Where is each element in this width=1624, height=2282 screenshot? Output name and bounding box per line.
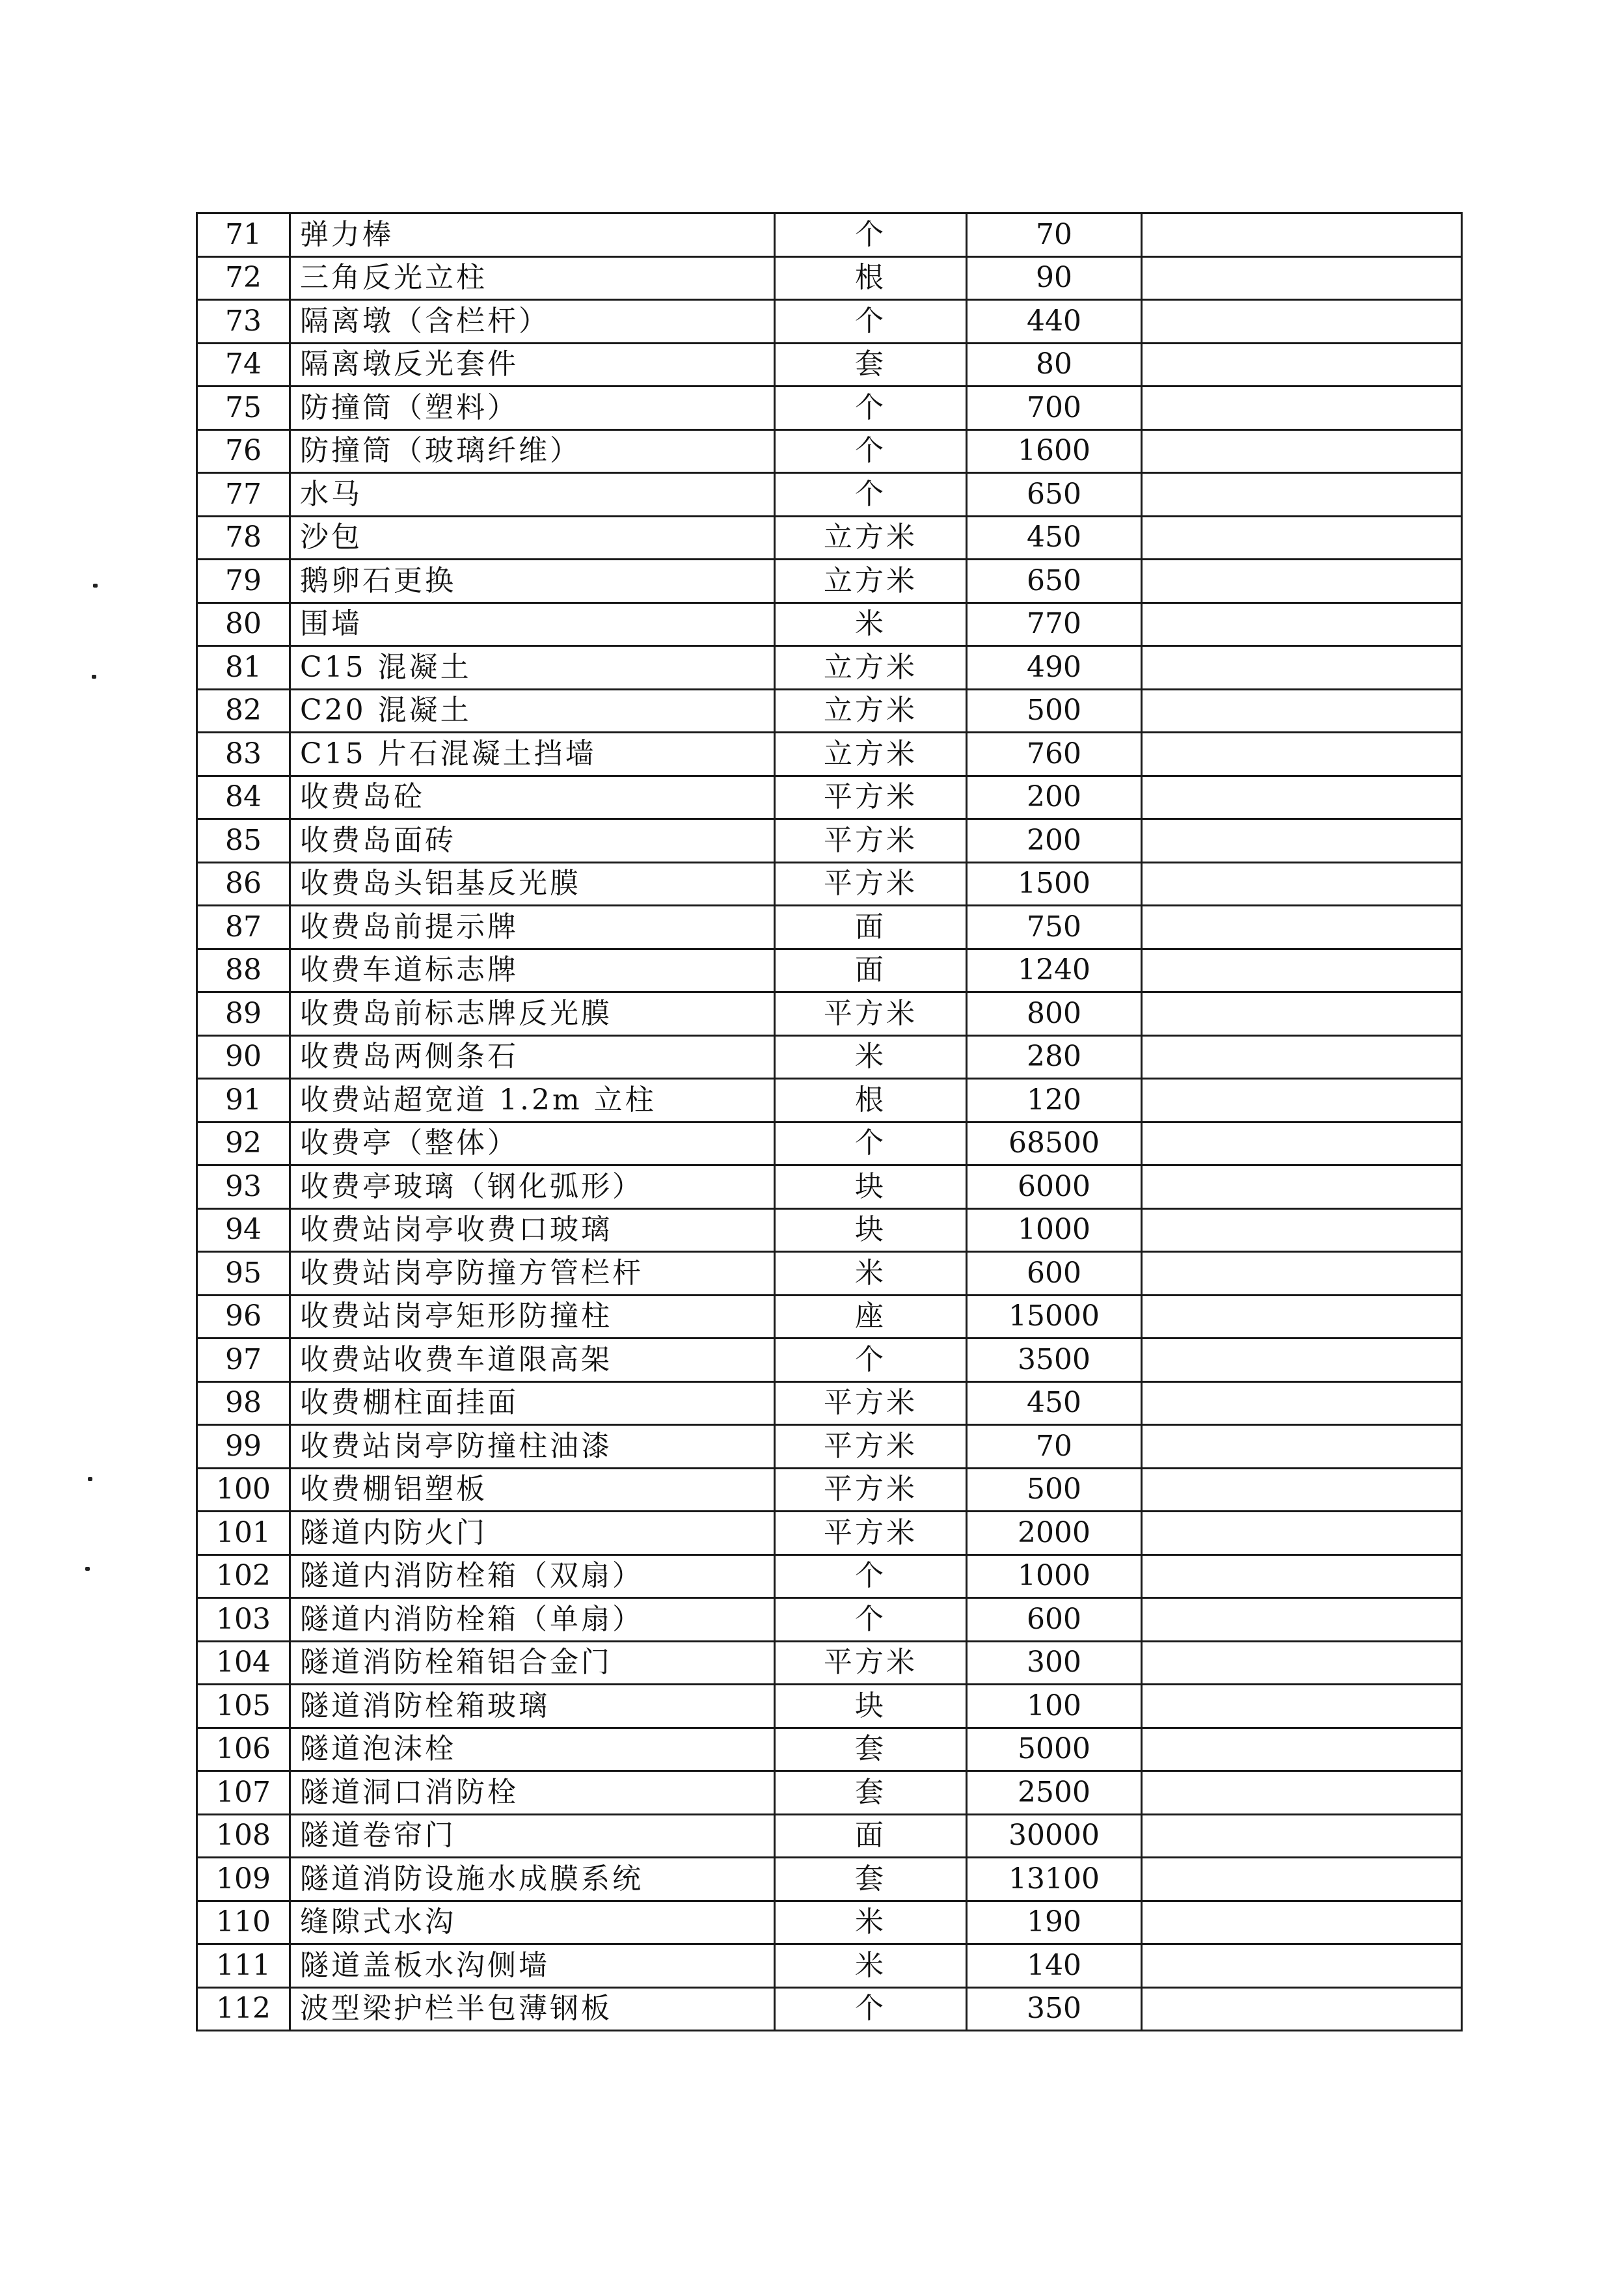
item-number-cell: 92 [197, 1122, 290, 1165]
item-price-cell: 1000 [967, 1208, 1142, 1252]
item-note-cell [1142, 1165, 1462, 1209]
item-number-cell: 80 [197, 603, 290, 646]
table-row [197, 516, 1462, 560]
item-number-cell: 106 [197, 1728, 290, 1771]
item-name-cell: 防撞筒（塑料） [290, 387, 775, 430]
item-number-cell: 99 [197, 1425, 290, 1469]
item-number-cell: 83 [197, 733, 290, 776]
item-price-cell: 800 [967, 992, 1142, 1036]
item-number-cell: 109 [197, 1858, 290, 1901]
item-name-cell: 波型梁护栏半包薄钢板 [290, 1987, 775, 2031]
item-note-cell [1142, 300, 1462, 344]
item-price-cell: 70 [967, 1425, 1142, 1469]
item-price-cell: 280 [967, 1035, 1142, 1079]
item-number-cell: 85 [197, 819, 290, 863]
item-unit-cell: 面 [775, 1814, 967, 1858]
item-unit-cell: 个 [775, 213, 967, 257]
item-number-cell: 78 [197, 516, 290, 560]
table-row [197, 1685, 1462, 1728]
table-row [197, 1814, 1462, 1858]
table-row [197, 603, 1462, 646]
item-number-cell: 108 [197, 1814, 290, 1858]
table-row [197, 1468, 1462, 1512]
item-note-cell [1142, 1728, 1462, 1771]
table-row [197, 862, 1462, 906]
item-number-cell: 84 [197, 776, 290, 819]
item-number-cell: 107 [197, 1771, 290, 1815]
table-row [197, 1208, 1462, 1252]
item-note-cell [1142, 906, 1462, 949]
item-price-cell: 450 [967, 516, 1142, 560]
item-note-cell [1142, 733, 1462, 776]
item-price-cell: 600 [967, 1252, 1142, 1296]
item-name-cell: 收费亭（整体） [290, 1122, 775, 1165]
table-row [197, 1165, 1462, 1209]
scan-speck [85, 1567, 90, 1571]
item-note-cell [1142, 1598, 1462, 1642]
item-number-cell: 112 [197, 1987, 290, 2031]
item-name-cell: C15 片石混凝土挡墙 [290, 733, 775, 776]
item-unit-cell: 立方米 [775, 560, 967, 603]
item-price-cell: 500 [967, 689, 1142, 733]
table-row [197, 1252, 1462, 1296]
item-note-cell [1142, 1295, 1462, 1338]
item-price-cell: 1240 [967, 949, 1142, 992]
table-row [197, 429, 1462, 473]
item-note-cell [1142, 1858, 1462, 1901]
item-unit-cell: 个 [775, 473, 967, 517]
item-unit-cell: 套 [775, 1858, 967, 1901]
item-price-cell: 760 [967, 733, 1142, 776]
item-price-cell: 500 [967, 1468, 1142, 1512]
item-unit-cell: 个 [775, 1598, 967, 1642]
item-unit-cell: 立方米 [775, 516, 967, 560]
item-unit-cell: 块 [775, 1685, 967, 1728]
item-note-cell [1142, 819, 1462, 863]
item-name-cell: 收费岛砼 [290, 776, 775, 819]
item-unit-cell: 平方米 [775, 1381, 967, 1425]
item-note-cell [1142, 1252, 1462, 1296]
item-price-cell: 2500 [967, 1771, 1142, 1815]
table-row [197, 473, 1462, 517]
item-unit-cell: 米 [775, 1901, 967, 1944]
item-note-cell [1142, 992, 1462, 1036]
item-note-cell [1142, 560, 1462, 603]
item-name-cell: 收费站岗亭矩形防撞柱 [290, 1295, 775, 1338]
item-note-cell [1142, 1555, 1462, 1598]
item-number-cell: 89 [197, 992, 290, 1036]
item-unit-cell: 平方米 [775, 776, 967, 819]
table-row [197, 1079, 1462, 1122]
item-unit-cell: 米 [775, 1252, 967, 1296]
item-note-cell [1142, 1338, 1462, 1382]
item-name-cell: 三角反光立柱 [290, 256, 775, 300]
item-number-cell: 73 [197, 300, 290, 344]
item-unit-cell: 平方米 [775, 1425, 967, 1469]
item-name-cell: 隧道消防设施水成膜系统 [290, 1858, 775, 1901]
item-unit-cell: 个 [775, 300, 967, 344]
item-note-cell [1142, 1901, 1462, 1944]
item-unit-cell: 根 [775, 256, 967, 300]
item-number-cell: 104 [197, 1641, 290, 1685]
item-note-cell [1142, 516, 1462, 560]
item-note-cell [1142, 1814, 1462, 1858]
item-number-cell: 103 [197, 1598, 290, 1642]
item-name-cell: 隧道内防火门 [290, 1512, 775, 1555]
item-note-cell [1142, 1425, 1462, 1469]
item-price-cell: 650 [967, 473, 1142, 517]
item-number-cell: 72 [197, 256, 290, 300]
item-number-cell: 111 [197, 1944, 290, 1988]
item-unit-cell: 套 [775, 343, 967, 387]
table-row [197, 1338, 1462, 1382]
item-number-cell: 100 [197, 1468, 290, 1512]
item-price-cell: 6000 [967, 1165, 1142, 1209]
item-unit-cell: 个 [775, 387, 967, 430]
item-price-cell: 140 [967, 1944, 1142, 1988]
item-price-cell: 750 [967, 906, 1142, 949]
table-row [197, 1987, 1462, 2031]
item-unit-cell: 套 [775, 1771, 967, 1815]
item-unit-cell: 根 [775, 1079, 967, 1122]
item-number-cell: 97 [197, 1338, 290, 1382]
item-price-cell: 3500 [967, 1338, 1142, 1382]
item-note-cell [1142, 1381, 1462, 1425]
price-table-body [197, 213, 1462, 2031]
item-number-cell: 105 [197, 1685, 290, 1728]
item-note-cell [1142, 256, 1462, 300]
scan-speck [92, 675, 96, 679]
item-number-cell: 86 [197, 862, 290, 906]
item-price-cell: 1500 [967, 862, 1142, 906]
table-row [197, 733, 1462, 776]
item-price-cell: 1000 [967, 1555, 1142, 1598]
item-price-cell: 600 [967, 1598, 1142, 1642]
item-number-cell: 91 [197, 1079, 290, 1122]
item-name-cell: 收费岛两侧条石 [290, 1035, 775, 1079]
item-name-cell: 隧道消防栓箱玻璃 [290, 1685, 775, 1728]
item-name-cell: 水马 [290, 473, 775, 517]
item-name-cell: 收费岛前标志牌反光膜 [290, 992, 775, 1036]
item-price-cell: 300 [967, 1641, 1142, 1685]
table-row [197, 213, 1462, 257]
item-number-cell: 101 [197, 1512, 290, 1555]
item-note-cell [1142, 1208, 1462, 1252]
item-note-cell [1142, 1944, 1462, 1988]
item-note-cell [1142, 473, 1462, 517]
item-name-cell: 隧道卷帘门 [290, 1814, 775, 1858]
item-name-cell: 隔离墩反光套件 [290, 343, 775, 387]
item-note-cell [1142, 343, 1462, 387]
item-price-cell: 5000 [967, 1728, 1142, 1771]
item-price-cell: 120 [967, 1079, 1142, 1122]
item-price-cell: 15000 [967, 1295, 1142, 1338]
item-number-cell: 98 [197, 1381, 290, 1425]
item-unit-cell: 平方米 [775, 1641, 967, 1685]
item-number-cell: 87 [197, 906, 290, 949]
table-row [197, 776, 1462, 819]
item-name-cell: 围墙 [290, 603, 775, 646]
table-row [197, 689, 1462, 733]
item-number-cell: 75 [197, 387, 290, 430]
table-row [197, 949, 1462, 992]
table-row [197, 560, 1462, 603]
item-number-cell: 95 [197, 1252, 290, 1296]
item-unit-cell: 立方米 [775, 689, 967, 733]
item-name-cell: 沙包 [290, 516, 775, 560]
item-unit-cell: 面 [775, 906, 967, 949]
item-unit-cell: 个 [775, 429, 967, 473]
item-name-cell: 收费站岗亭收费口玻璃 [290, 1208, 775, 1252]
item-note-cell [1142, 1685, 1462, 1728]
item-price-cell: 770 [967, 603, 1142, 646]
item-unit-cell: 米 [775, 1944, 967, 1988]
item-unit-cell: 立方米 [775, 646, 967, 690]
item-unit-cell: 平方米 [775, 1468, 967, 1512]
table-row [197, 1381, 1462, 1425]
item-unit-cell: 个 [775, 1555, 967, 1598]
item-number-cell: 110 [197, 1901, 290, 1944]
item-name-cell: C20 混凝土 [290, 689, 775, 733]
item-note-cell [1142, 1987, 1462, 2031]
item-price-cell: 30000 [967, 1814, 1142, 1858]
item-unit-cell: 座 [775, 1295, 967, 1338]
item-note-cell [1142, 862, 1462, 906]
item-name-cell: C15 混凝土 [290, 646, 775, 690]
item-name-cell: 收费岛前提示牌 [290, 906, 775, 949]
table-row [197, 1858, 1462, 1901]
item-unit-cell: 面 [775, 949, 967, 992]
item-name-cell: 收费站收费车道限高架 [290, 1338, 775, 1382]
item-number-cell: 82 [197, 689, 290, 733]
table-row [197, 1641, 1462, 1685]
item-name-cell: 隧道泡沫栓 [290, 1728, 775, 1771]
item-name-cell: 隧道洞口消防栓 [290, 1771, 775, 1815]
item-note-cell [1142, 213, 1462, 257]
item-name-cell: 收费岛头铝基反光膜 [290, 862, 775, 906]
item-name-cell: 鹅卵石更换 [290, 560, 775, 603]
item-unit-cell: 块 [775, 1165, 967, 1209]
item-note-cell [1142, 776, 1462, 819]
table-row [197, 343, 1462, 387]
table-row [197, 1035, 1462, 1079]
item-name-cell: 收费亭玻璃（钢化弧形） [290, 1165, 775, 1209]
table-row [197, 1901, 1462, 1944]
table-row [197, 1425, 1462, 1469]
item-note-cell [1142, 1771, 1462, 1815]
table-row [197, 646, 1462, 690]
item-price-cell: 350 [967, 1987, 1142, 2031]
item-unit-cell: 米 [775, 1035, 967, 1079]
item-unit-cell: 立方米 [775, 733, 967, 776]
item-unit-cell: 块 [775, 1208, 967, 1252]
table-row [197, 1512, 1462, 1555]
item-name-cell: 隧道盖板水沟侧墙 [290, 1944, 775, 1988]
item-number-cell: 102 [197, 1555, 290, 1598]
item-price-cell: 80 [967, 343, 1142, 387]
item-price-cell: 90 [967, 256, 1142, 300]
item-unit-cell: 个 [775, 1122, 967, 1165]
item-price-cell: 190 [967, 1901, 1142, 1944]
table-row [197, 300, 1462, 344]
item-price-cell: 450 [967, 1381, 1142, 1425]
table-row [197, 256, 1462, 300]
item-number-cell: 76 [197, 429, 290, 473]
item-number-cell: 79 [197, 560, 290, 603]
scan-speck [93, 584, 98, 588]
item-name-cell: 收费棚柱面挂面 [290, 1381, 775, 1425]
table-row [197, 1771, 1462, 1815]
item-number-cell: 88 [197, 949, 290, 992]
item-price-cell: 200 [967, 819, 1142, 863]
item-note-cell [1142, 1122, 1462, 1165]
item-unit-cell: 个 [775, 1987, 967, 2031]
item-number-cell: 77 [197, 473, 290, 517]
table-row [197, 906, 1462, 949]
item-note-cell [1142, 1079, 1462, 1122]
table-row [197, 1295, 1462, 1338]
item-name-cell: 收费车道标志牌 [290, 949, 775, 992]
item-unit-cell: 平方米 [775, 1512, 967, 1555]
item-price-cell: 440 [967, 300, 1142, 344]
item-number-cell: 74 [197, 343, 290, 387]
item-number-cell: 90 [197, 1035, 290, 1079]
item-unit-cell: 平方米 [775, 819, 967, 863]
item-price-cell: 200 [967, 776, 1142, 819]
item-name-cell: 隧道内消防栓箱（双扇） [290, 1555, 775, 1598]
item-name-cell: 收费站岗亭防撞柱油漆 [290, 1425, 775, 1469]
item-note-cell [1142, 1512, 1462, 1555]
item-note-cell [1142, 429, 1462, 473]
item-price-cell: 700 [967, 387, 1142, 430]
table-row [197, 387, 1462, 430]
item-price-cell: 490 [967, 646, 1142, 690]
item-note-cell [1142, 1468, 1462, 1512]
item-price-cell: 650 [967, 560, 1142, 603]
item-price-cell: 1600 [967, 429, 1142, 473]
item-name-cell: 隔离墩（含栏杆） [290, 300, 775, 344]
item-name-cell: 缝隙式水沟 [290, 1901, 775, 1944]
item-number-cell: 81 [197, 646, 290, 690]
item-note-cell [1142, 603, 1462, 646]
table-row [197, 992, 1462, 1036]
item-price-cell: 2000 [967, 1512, 1142, 1555]
table-row [197, 1944, 1462, 1988]
item-number-cell: 93 [197, 1165, 290, 1209]
item-name-cell: 隧道消防栓箱铝合金门 [290, 1641, 775, 1685]
item-note-cell [1142, 1641, 1462, 1685]
item-name-cell: 收费站岗亭防撞方管栏杆 [290, 1252, 775, 1296]
item-name-cell: 收费站超宽道 1.2m 立柱 [290, 1079, 775, 1122]
item-price-cell: 100 [967, 1685, 1142, 1728]
item-name-cell: 隧道内消防栓箱（单扇） [290, 1598, 775, 1642]
item-note-cell [1142, 949, 1462, 992]
item-number-cell: 94 [197, 1208, 290, 1252]
table-row [197, 1598, 1462, 1642]
item-number-cell: 96 [197, 1295, 290, 1338]
item-price-cell: 13100 [967, 1858, 1142, 1901]
item-name-cell: 收费岛面砖 [290, 819, 775, 863]
item-note-cell [1142, 689, 1462, 733]
table-row [197, 819, 1462, 863]
item-note-cell [1142, 387, 1462, 430]
item-unit-cell: 个 [775, 1338, 967, 1382]
table-row [197, 1555, 1462, 1598]
item-price-cell: 70 [967, 213, 1142, 257]
item-name-cell: 防撞筒（玻璃纤维） [290, 429, 775, 473]
table-row [197, 1122, 1462, 1165]
item-unit-cell: 平方米 [775, 992, 967, 1036]
item-number-cell: 71 [197, 213, 290, 257]
scan-speck [88, 1477, 92, 1481]
item-price-cell: 68500 [967, 1122, 1142, 1165]
item-note-cell [1142, 646, 1462, 690]
item-name-cell: 弹力棒 [290, 213, 775, 257]
item-name-cell: 收费棚铝塑板 [290, 1468, 775, 1512]
item-unit-cell: 套 [775, 1728, 967, 1771]
price-table [196, 212, 1463, 2031]
table-row [197, 1728, 1462, 1771]
item-unit-cell: 米 [775, 603, 967, 646]
item-note-cell [1142, 1035, 1462, 1079]
item-unit-cell: 平方米 [775, 862, 967, 906]
